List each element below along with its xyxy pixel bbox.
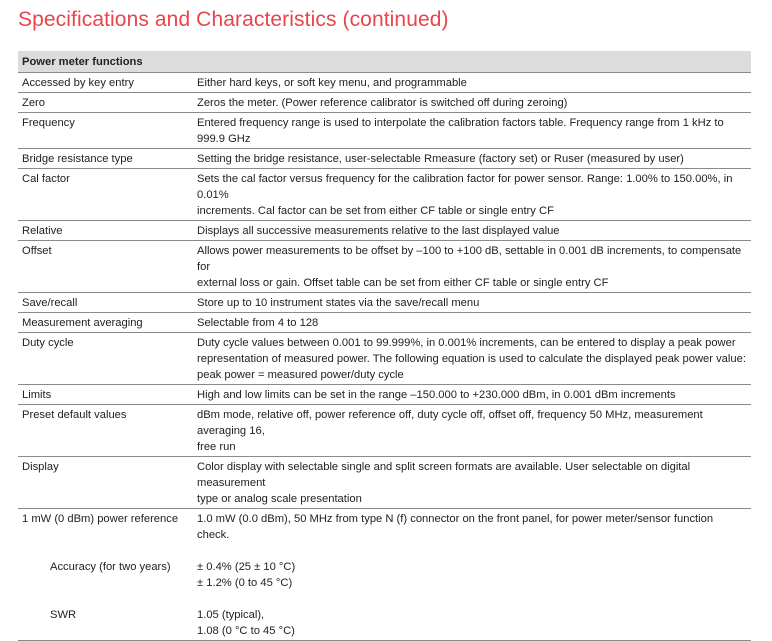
power-reference-description: 1.0 mW (0.0 dBm), 50 MHz from type N (f) connector on the front panel, for power meter/sensor function check. — [197, 513, 714, 541]
row-label: Zero — [18, 93, 190, 113]
table-row — [18, 385, 751, 405]
row-value — [190, 113, 751, 149]
row-value — [190, 457, 751, 509]
swr-value-2: 1.08 (0 °C to 45 °C) — [197, 625, 295, 637]
power-reference-label: 1 mW (0 dBm) power reference — [22, 513, 179, 525]
row-label: Display — [18, 457, 190, 509]
row-label: Save/recall — [18, 293, 190, 313]
row-value-line: free run — [197, 441, 236, 453]
row-value-line: Selectable from 4 to 128 — [197, 317, 319, 329]
row-value — [190, 509, 751, 641]
table-row — [18, 221, 751, 241]
row-value-line: Either hard keys, or soft key menu, and programmable — [197, 77, 467, 89]
row-value — [190, 333, 751, 385]
swr-label: SWR — [50, 609, 77, 621]
table-row — [18, 149, 751, 169]
row-value-line: Setting the bridge resistance, user-selectable Rmeasure (factory set) or Ruser (measured by user) — [197, 153, 684, 165]
row-value — [190, 169, 751, 221]
row-value-line: peak power = measured power/duty cycle — [197, 369, 404, 381]
row-label: Duty cycle — [18, 333, 190, 385]
row-value-line: Zeros the meter. (Power reference calibrator is switched off during zeroing) — [197, 97, 568, 109]
row-value-line: type or analog scale presentation — [197, 493, 362, 505]
table-row — [18, 113, 751, 149]
swr-value-1: 1.05 (typical), — [197, 609, 265, 621]
row-value-line: Color display with selectable single and split screen formats are available. User selectable on digital measurement — [197, 461, 691, 489]
table-row — [18, 333, 751, 385]
table-row — [18, 73, 751, 93]
row-label: Bridge resistance type — [18, 149, 190, 169]
row-value-line: Entered frequency range is used to interpolate the calibration factors table. Frequency range from 1 kHz to 999.9 GHz — [197, 117, 724, 145]
row-value-line: High and low limits can be set in the range –150.000 to +230.000 dBm, in 0.001 dBm increments — [197, 389, 676, 401]
table-header-row — [18, 51, 751, 73]
table-row — [18, 457, 751, 509]
row-value-line: increments. Cal factor can be set from either CF table or single entry CF — [197, 205, 554, 217]
row-value — [190, 73, 751, 93]
accuracy-value-1: ± 0.4% (25 ± 10 °C) — [197, 561, 296, 573]
table-row — [18, 405, 751, 457]
row-value-line: Allows power measurements to be offset by –100 to +100 dB, settable in 0.001 dB increments, to compensate for — [197, 245, 742, 273]
table-row — [18, 169, 751, 221]
row-value-line: Sets the cal factor versus frequency for the calibration factor for power sensor. Range: 1.00% to 150.00%, in 0.01% — [197, 173, 733, 201]
table-row — [18, 93, 751, 113]
row-value-line: dBm mode, relative off, power reference off, duty cycle off, offset off, frequency 50 MHz, measurement averaging 16, — [197, 409, 703, 437]
row-label: Accessed by key entry — [18, 73, 190, 93]
row-label: Relative — [18, 221, 190, 241]
table-row — [18, 313, 751, 333]
row-value — [190, 241, 751, 293]
row-value-line: representation of measured power. The following equation is used to calculate the displayed peak power value: — [197, 353, 746, 365]
table-header: Power meter functions — [18, 51, 751, 73]
row-value-line: Duty cycle values between 0.001 to 99.999%, in 0.001% increments, can be entered to display a peak power — [197, 337, 736, 349]
row-label: Preset default values — [18, 405, 190, 457]
row-value-line: external loss or gain. Offset table can be set from either CF table or single entry CF — [197, 277, 609, 289]
power-reference-row — [18, 509, 751, 641]
row-label: Limits — [18, 385, 190, 405]
row-value — [190, 221, 751, 241]
row-label — [18, 509, 190, 641]
table-row — [18, 293, 751, 313]
row-label: Frequency — [18, 113, 190, 149]
row-label: Measurement averaging — [18, 313, 190, 333]
accuracy-label: Accuracy (for two years) — [50, 561, 171, 573]
row-value-line: Store up to 10 instrument states via the save/recall menu — [197, 297, 480, 309]
row-label: Cal factor — [18, 169, 190, 221]
row-value — [190, 293, 751, 313]
row-value — [190, 385, 751, 405]
accuracy-value-2: ± 1.2% (0 to 45 °C) — [197, 577, 293, 589]
row-value — [190, 313, 751, 333]
table-row — [18, 241, 751, 293]
row-value — [190, 405, 751, 457]
specifications-table — [18, 51, 751, 641]
row-value-line: Displays all successive measurements relative to the last displayed value — [197, 225, 560, 237]
row-label: Offset — [18, 241, 190, 293]
row-value — [190, 93, 751, 113]
page-title: Specifications and Characteristics (continued) — [18, 8, 449, 31]
row-value — [190, 149, 751, 169]
